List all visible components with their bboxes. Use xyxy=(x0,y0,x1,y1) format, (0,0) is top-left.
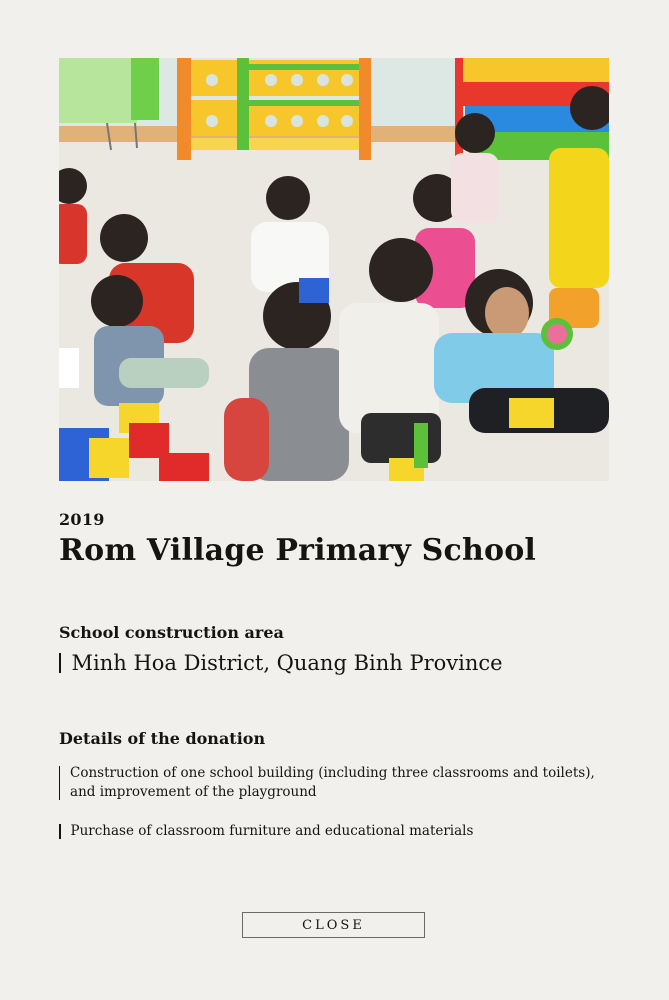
divider-bar xyxy=(59,824,61,839)
construction-area-text: Minh Hoa District, Quang Binh Province xyxy=(71,651,503,675)
donation-item-text: Construction of one school building (including three classrooms and toilets), and improvement of the playground xyxy=(70,765,595,800)
children-playing-image xyxy=(59,58,609,481)
donation-item-text: Purchase of classroom furniture and educational materials xyxy=(70,823,474,839)
construction-area-label: School construction area xyxy=(59,623,284,642)
school-title: Rom Village Primary School xyxy=(59,533,536,568)
divider-bar xyxy=(59,653,61,673)
construction-area-value xyxy=(59,651,503,675)
project-year: 2019 xyxy=(59,510,105,529)
donation-item xyxy=(59,764,599,802)
donation-item xyxy=(59,822,473,841)
close-button[interactable]: CLOSE xyxy=(242,912,425,938)
divider-bar xyxy=(59,766,60,800)
school-photo xyxy=(59,58,609,481)
donation-details-label: Details of the donation xyxy=(59,729,266,748)
